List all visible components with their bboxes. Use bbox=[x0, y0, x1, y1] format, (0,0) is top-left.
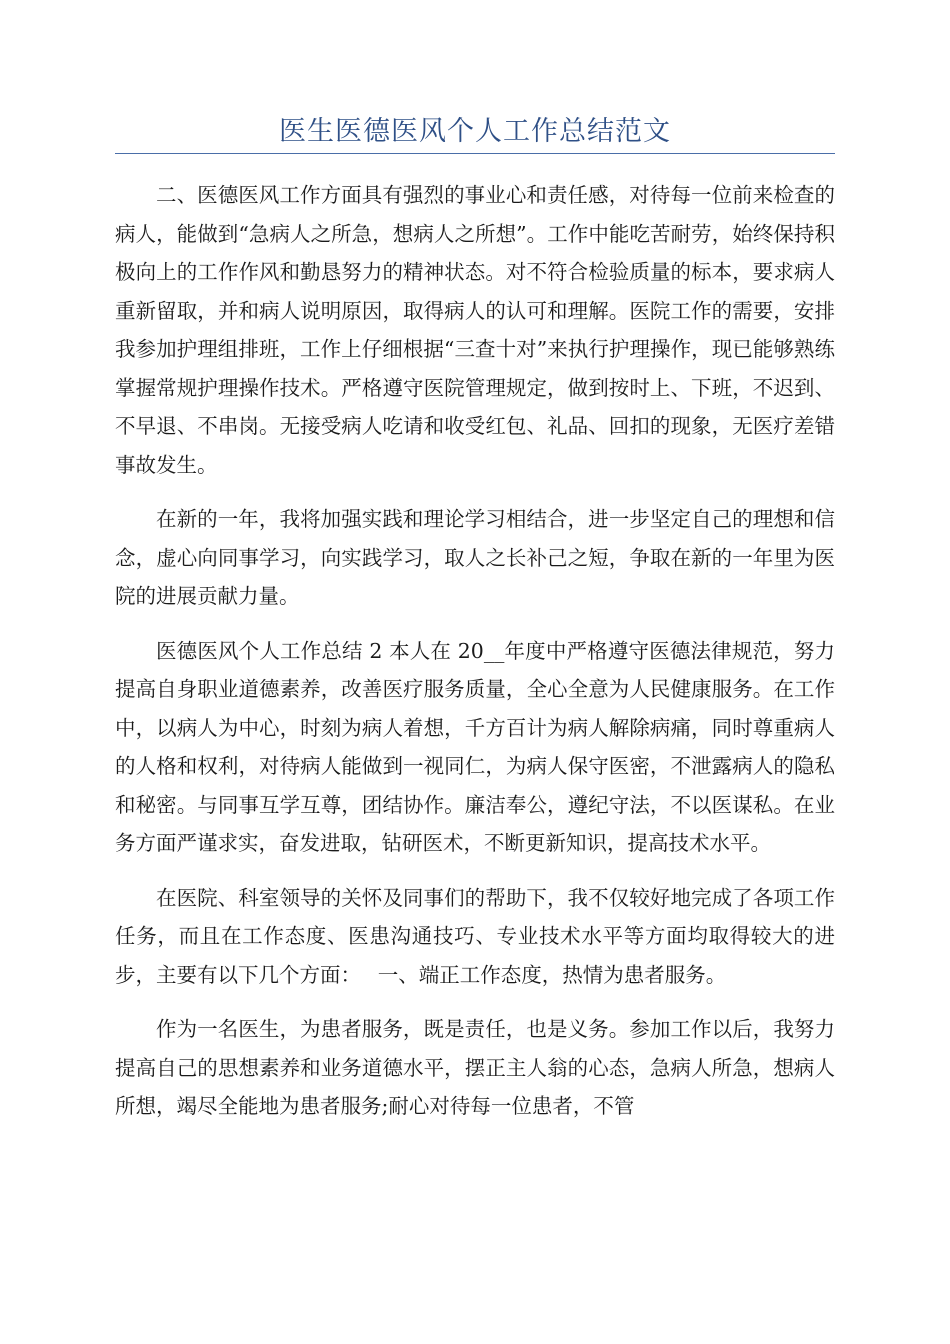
paragraph-5: 作为一名医生，为患者服务，既是责任，也是义务。参加工作以后，我努力提高自己的思想素养和业务道德水平，摆正主人翁的心态，急病人所急，想病人所想，竭尽全能地为患者服务;耐心对待每一位患者，不管 bbox=[115, 1017, 835, 1118]
paragraph-1: 二、医德医风工作方面具有强烈的事业心和责任感，对待每一位前来检查的病人，能做到“急病人之所急，想病人之所想”。工作中能吃苦耐劳，始终保持积极向上的工作作风和勤恳努力的精神状态。对不符合检验质量的标本，要求病人重新留取，并和病人说明原因，取得病人的认可和理解。医院工作的需要，安排我参加护理组排班，工作上仔细根据“三查十对”来执行护理操作，现已能够熟练掌握常规护理操作技术。严格遵守医院管理规定，做到按时上、下班，不迟到、不早退、不串岗。无接受病人吃请和收受红包、礼品、回扣的现象，无医疗差错事故发生。 bbox=[115, 183, 835, 477]
title-underline bbox=[115, 153, 835, 154]
paragraph-3: 医德医风个人工作总结 2 本人在 20__年度中严格遵守医德法律规范，努力提高自身职业道德素养，改善医疗服务质量，全心全意为人民健康服务。在工作中，以病人为中心，时刻为病人着想，千方百计为病人解除病痛，同时尊重病人的人格和权利，对待病人能做到一视同仁，为病人保守医密，不泄露病人的隐私和秘密。与同事互学互尊，团结协作。廉洁奉公，遵纪守法，不以医谋私。在业务方面严谨求实，奋发进取，钻研医术，不断更新知识，提高技术水平。 bbox=[115, 638, 835, 855]
document-body bbox=[115, 176, 835, 1142]
paragraph-2: 在新的一年，我将加强实践和理论学习相结合，进一步坚定自己的理想和信念，虚心向同事学习，向实践学习，取人之长补己之短，争取在新的一年里为医院的进展贡献力量。 bbox=[115, 507, 835, 608]
paragraph-4: 在医院、科室领导的关怀及同事们的帮助下，我不仅较好地完成了各项工作任务，而且在工作态度、医患沟通技巧、专业技术水平等方面均取得较大的进步，主要有以下几个方面： 一、端正工作态度，热情为患者服务。 bbox=[115, 885, 835, 987]
document-title: 医生医德医风个人工作总结范文 bbox=[279, 116, 671, 147]
